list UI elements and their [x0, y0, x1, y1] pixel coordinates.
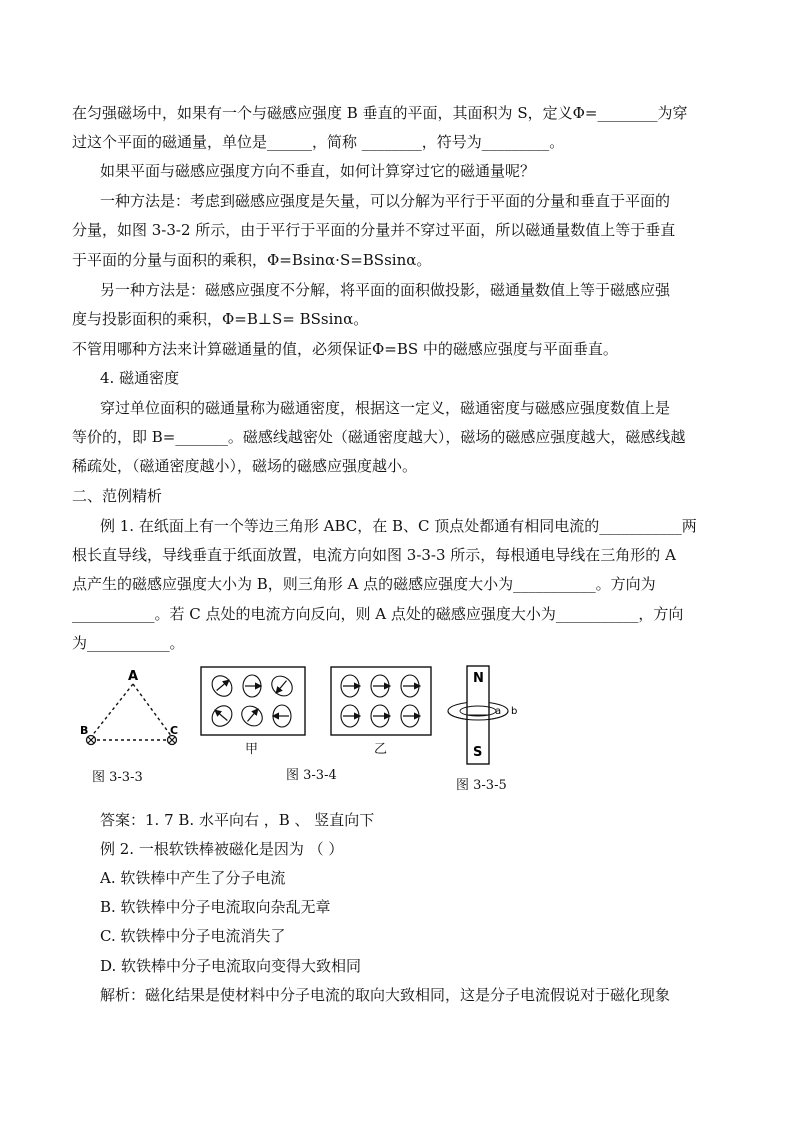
method1-line3: 于平面的分量与面积的乘积，Φ=Bsinα·S=BSsinα。 [72, 251, 432, 269]
figure-3-3-4-yi [330, 666, 432, 736]
example1-line1: 例 1. 在纸面上有一个等边三角形 ABC，在 B、C 顶点处都通有相同电流的___________两 [100, 517, 697, 535]
method2-line1: 另一种方法是：磁感应强度不分解，将平面的面积做投影，磁通量数值上等于磁感应强 [100, 281, 671, 299]
figure-3-3-3 [76, 660, 188, 752]
figure-3-3-4-caption: 图 3-3-4 [286, 768, 337, 783]
point-a-label: a [495, 706, 502, 717]
example2-option-d: D. 软铁棒中分子电流取向变得大致相同 [100, 957, 362, 975]
figure-3-3-5 [444, 660, 534, 770]
method1-line2: 分量，如图 3-3-2 所示，由于平行于平面的分量并不穿过平面，所以磁通量数值上等于垂直 [72, 221, 676, 239]
para2: 如果平面与磁感应强度方向不垂直，如何计算穿过它的磁通量呢？ [100, 162, 536, 180]
section4-line2: 等价的，即 B=_______。磁感线越密处（磁通密度越大），磁场的磁感应强度越大，磁感线越 [72, 428, 686, 446]
section4-heading: 4. 磁通密度 [100, 369, 180, 387]
point-b-label: b [511, 706, 518, 717]
answer1: 答案：1. 7 B. 水平向右 ，B 、 竖直向下 [100, 811, 375, 829]
figure-3-3-4-jia [200, 666, 306, 736]
example2-option-c: C. 软铁棒中分子电流消失了 [100, 927, 286, 945]
section-title: 二、范例精析 [72, 487, 163, 505]
example1-line2: 根长直导线，导线垂直于纸面放置，电流方向如图 3-3-3 所示，每根通电导线在三角形的 A [72, 546, 676, 564]
figure-3-3-5-caption: 图 3-3-5 [456, 778, 507, 793]
example1-line5: 为___________。 [72, 634, 185, 652]
note-line: 不管用哪种方法来计算磁通量的值，必须保证Φ=BS 中的磁感应强度与平面垂直。 [72, 340, 618, 358]
para1-line2: 过这个平面的磁通量，单位是______，简称 ________，符号为_________。 [72, 133, 565, 151]
side-ab [91, 684, 133, 737]
example2-option-a: A. 软铁棒中产生了分子电流 [100, 869, 286, 887]
vertex-c-label: C [170, 724, 179, 737]
example1-line3: 点产生的磁感应强度大小为 B，则三角形 A 点的磁感应强度大小为___________。方向为 [72, 575, 656, 593]
north-pole-label: N [473, 671, 484, 686]
section4-line3: 稀疏处，（磁通密度越小），磁场的磁感应强度越小。 [72, 457, 418, 475]
section4-line1: 穿过单位面积的磁通量称为磁通密度，根据这一定义，磁通密度与磁感应强度数值上是 [100, 399, 671, 417]
vertex-a-label: A [128, 669, 139, 684]
example1-line4: ___________。若 C 点处的电流方向反向，则 A 点处的磁感应强度大小为___________，方向 [72, 605, 684, 623]
vertex-b-label: B [80, 724, 89, 737]
figure-yi-label: 乙 [374, 742, 388, 757]
figure-jia-label: 甲 [245, 742, 259, 757]
method1-line1: 一种方法是：考虑到磁感应强度是矢量，可以分解为平行于平面的分量和垂直于平面的 [100, 192, 671, 210]
example2-analysis: 解析：磁化结果是使材料中分子电流的取向大致相同，这是分子电流假说对于磁化现象 [100, 986, 671, 1004]
example2-option-b: B. 软铁棒中分子电流取向杂乱无章 [100, 898, 331, 916]
side-ac [133, 684, 172, 737]
method2-line2: 度与投影面积的乘积，Φ=B⊥S= BSsinα。 [72, 310, 369, 328]
figure-3-3-3-caption: 图 3-3-3 [92, 770, 143, 785]
south-pole-label: S [473, 745, 483, 760]
example2-question: 例 2. 一根软铁棒被磁化是因为 （ ） [100, 840, 344, 858]
para1-line1: 在匀强磁场中，如果有一个与磁感应强度 B 垂直的平面，其面积为 S，定义Φ=________为穿 [72, 104, 688, 122]
